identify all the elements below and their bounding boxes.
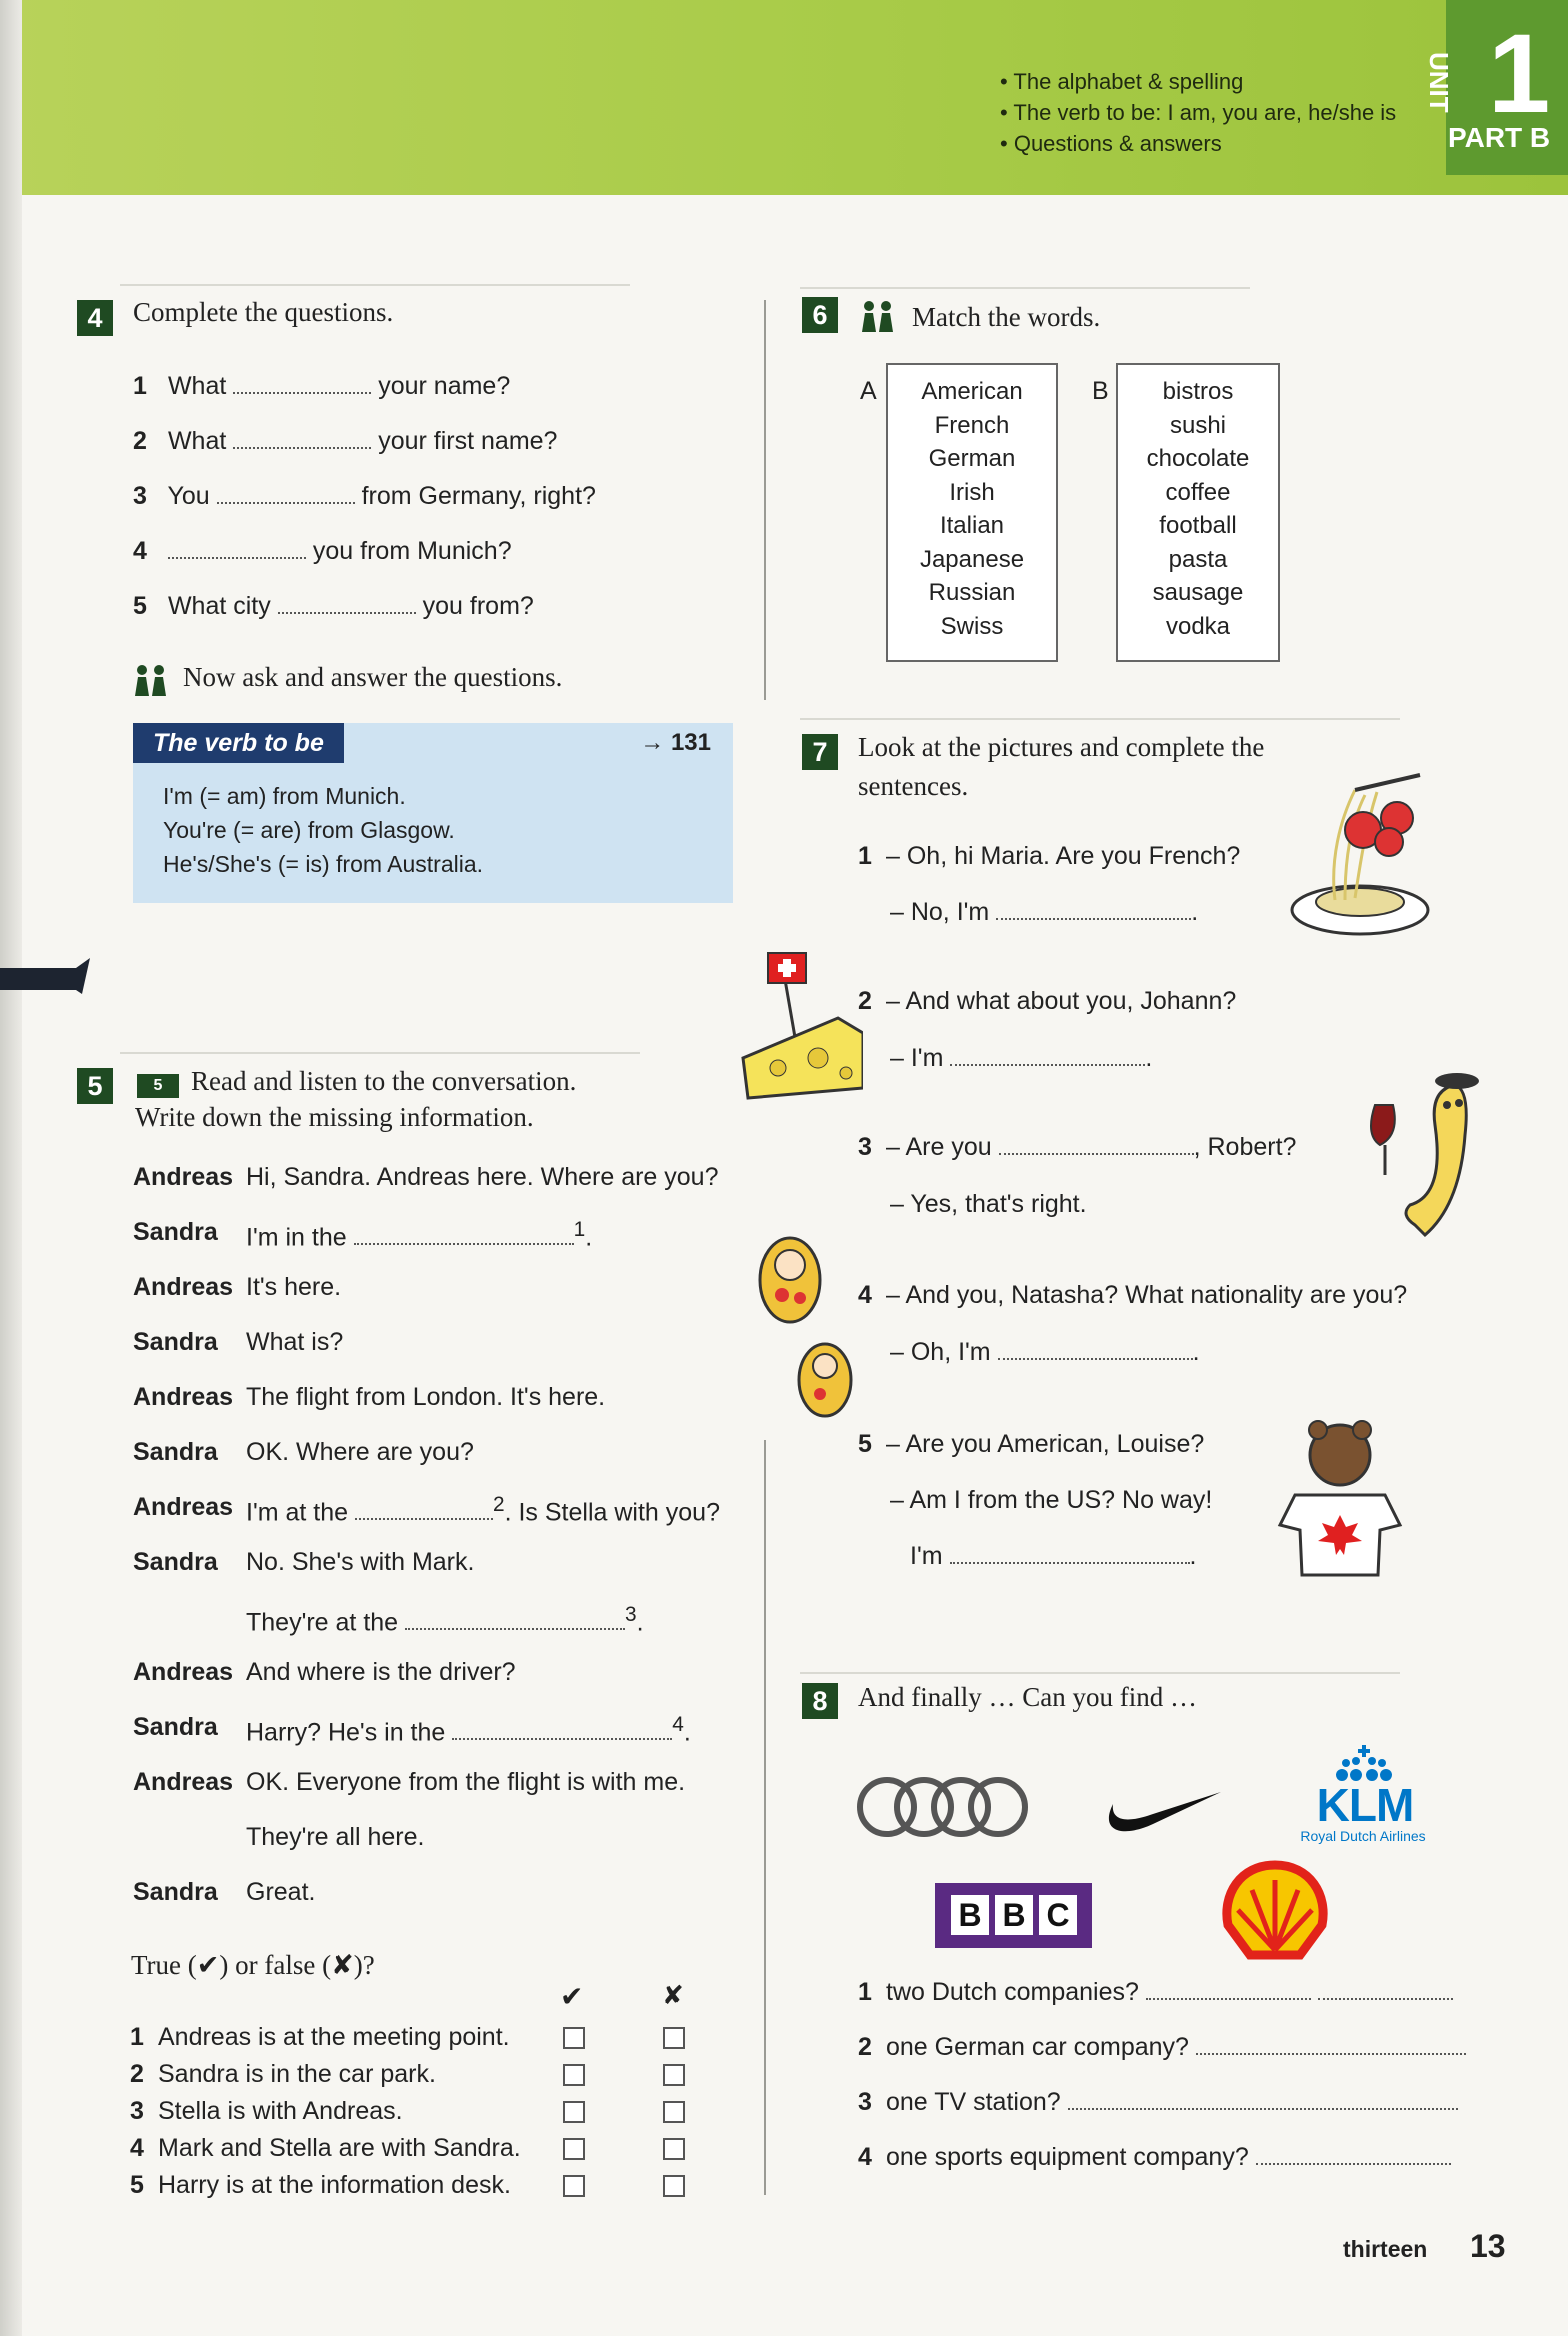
statement-text: Mark and Stella are with Sandra. (158, 2134, 521, 2162)
klm-wordmark: KLM (1316, 1779, 1414, 1831)
spaghetti-tomatoes-icon (1285, 770, 1435, 945)
line-text: I'm at the (246, 1498, 349, 1527)
item-number: 2 (130, 2060, 144, 2088)
section-rule (800, 1672, 1400, 1674)
speaker-name: Andreas (133, 1768, 234, 1796)
dialogue-line: And where is the driver? (246, 1658, 516, 1686)
column-divider (764, 1440, 766, 2195)
answer-end: . (1192, 1338, 1200, 1366)
answer-blank[interactable] (950, 1542, 1190, 1564)
dialogue-line: They're all here. (246, 1823, 425, 1851)
column-a-box (886, 363, 1058, 662)
gap-number: 3 (625, 1603, 637, 1626)
answer-blank-3[interactable] (405, 1608, 625, 1630)
statement-text: Sandra is in the car park. (158, 2060, 436, 2088)
ex7-item-3-answer: – Yes, that's right. (890, 1190, 1087, 1218)
question-number: 2 (858, 2033, 872, 2061)
ex4-question-3 (133, 482, 596, 511)
nationality-word[interactable]: German (928, 445, 1016, 472)
ex7-item-5-question (858, 1430, 1204, 1459)
dialogue-line-gap (246, 1218, 592, 1252)
ex7-item-2-question (858, 987, 1236, 1016)
speaker-name: Sandra (133, 1328, 218, 1356)
audio-track-icon[interactable] (137, 1074, 179, 1098)
book-spine-shadow (0, 0, 22, 2336)
question-number: 4 (858, 2143, 872, 2171)
answer-end: . (1189, 1542, 1197, 1570)
answer-blank[interactable] (1068, 2088, 1458, 2110)
dialogue-line-gap (246, 1493, 720, 1527)
ex7-item-3-question (858, 1133, 1296, 1162)
speaker-name: Andreas (133, 1658, 234, 1686)
ex8-question-4 (858, 2143, 1451, 2172)
true-false-item (130, 2134, 521, 2163)
audi-logo-icon (855, 1775, 1030, 1840)
question-text-before: What (167, 427, 227, 455)
question-number: 2 (133, 427, 147, 455)
line-text: . (585, 1223, 593, 1252)
question-text-after: you from Munich? (312, 537, 512, 565)
unit-number: 1 (1488, 11, 1551, 136)
true-checkbox[interactable] (563, 2101, 585, 2123)
question-text: – And you, Natasha? What nationality are you? (886, 1281, 1408, 1309)
line-text: They're at the (246, 1608, 399, 1637)
ex7-item-1-answer (890, 898, 1198, 927)
speaker-name: Sandra (133, 1548, 218, 1576)
true-checkbox[interactable] (563, 2175, 585, 2197)
item-number: 5 (858, 1430, 872, 1458)
question-text: – Oh, hi Maria. Are you French? (886, 842, 1241, 870)
grammar-page-reference: → 131 (640, 729, 711, 756)
item-number: 5 (130, 2171, 144, 2199)
bear-canada-shirt-icon (1270, 1415, 1415, 1585)
statement-text: Harry is at the information desk. (158, 2171, 511, 2199)
question-text: two Dutch companies? (886, 1978, 1139, 2006)
true-checkbox[interactable] (563, 2138, 585, 2160)
exercise-7-title-line1: Look at the pictures and complete the (858, 732, 1265, 762)
grammar-example: I'm (= am) from Munich. (163, 783, 406, 809)
false-checkbox[interactable] (663, 2101, 685, 2123)
unit-topics-list (1000, 66, 1396, 159)
exercise-6-title: Match the words. (912, 302, 1101, 332)
item-word[interactable]: sushi (1169, 411, 1227, 439)
speaker-name: Sandra (133, 1438, 218, 1466)
statement-text: Andreas is at the meeting point. (158, 2023, 510, 2051)
klm-tagline: Royal Dutch Airlines (1300, 1828, 1426, 1844)
section-rule (120, 284, 630, 286)
line-text: I'm in the (246, 1223, 347, 1252)
question-text-before: What city (167, 592, 271, 620)
answer-blank[interactable] (278, 592, 416, 614)
statement-text: Stella is with Andreas. (158, 2097, 403, 2125)
item-number: 2 (858, 987, 872, 1015)
false-column-header: ✘ (662, 1980, 684, 2010)
false-checkbox[interactable] (663, 2138, 685, 2160)
nationality-word[interactable]: Italian (939, 512, 1005, 539)
line-text: . (683, 1718, 691, 1747)
dialogue-line: OK. Where are you? (246, 1438, 474, 1466)
question-text: – Are you (886, 1133, 992, 1161)
answer-blank[interactable] (233, 372, 371, 394)
question-number: 1 (133, 372, 147, 400)
dialogue-line: No. She's with Mark. (246, 1548, 475, 1576)
true-false-item (130, 2097, 403, 2126)
item-number: 1 (130, 2023, 144, 2051)
item-word[interactable]: vodka (1165, 612, 1231, 640)
topic-item: • The verb to be: I am, you are, he/she is (1000, 97, 1396, 128)
exercise-7-title-line2: sentences. (858, 771, 969, 801)
pair-work-icon (860, 300, 896, 332)
page-number-word: thirteen (1343, 2236, 1428, 2262)
topic-item: • The alphabet & spelling (1000, 66, 1396, 97)
item-word[interactable]: chocolate (1146, 445, 1250, 472)
answer-blank[interactable] (217, 482, 355, 504)
dialogue-line: It's here. (246, 1273, 342, 1301)
bbc-letter: B (995, 1895, 1033, 1935)
answer-blank-2[interactable] (355, 1498, 493, 1520)
answer-blank[interactable] (950, 1044, 1145, 1066)
question-text-before: What (167, 372, 227, 400)
audio-track-number: 5 (153, 1077, 163, 1094)
gap-number: 4 (672, 1713, 684, 1736)
answer-end: . (1191, 898, 1199, 926)
ex8-question-1 (858, 1978, 1453, 2007)
gap-number: 2 (493, 1493, 505, 1516)
nationality-word[interactable]: Russian (928, 579, 1016, 606)
speaker-name: Sandra (133, 1713, 218, 1741)
speaker-name: Andreas (133, 1493, 234, 1521)
ex7-item-1-question (858, 842, 1240, 871)
answer-blank[interactable] (1318, 1978, 1453, 2000)
exercise-5-title-line2: Write down the missing information. (135, 1102, 534, 1132)
pair-work-icon (133, 664, 169, 696)
exercise-7-number: 7 (802, 734, 838, 770)
answer-text: – Oh, I'm (890, 1338, 991, 1366)
grammar-example: You're (= are) from Glasgow. (163, 817, 455, 843)
line-text: . Is Stella with you? (504, 1498, 720, 1527)
true-false-title: True (✔) or false (✘)? (131, 1950, 375, 1980)
answer-blank-1[interactable] (354, 1223, 574, 1245)
true-false-item (130, 2171, 511, 2200)
answer-blank[interactable] (999, 1133, 1194, 1155)
section-rule (120, 1052, 640, 1054)
question-text-after: from Germany, right? (361, 482, 596, 510)
true-checkbox[interactable] (563, 2027, 585, 2049)
line-text: Harry? He's in the (246, 1718, 446, 1747)
ex8-question-3 (858, 2088, 1458, 2117)
grammar-box (133, 723, 733, 903)
speaker-name: Andreas (133, 1163, 234, 1191)
item-word[interactable]: sausage (1152, 579, 1244, 606)
item-word[interactable]: coffee (1165, 478, 1231, 506)
exercise-5-number: 5 (77, 1068, 113, 1104)
exercise-8-title: And finally … Can you find … (858, 1682, 1197, 1712)
bbc-letter: B (951, 1895, 989, 1935)
answer-blank-4[interactable] (452, 1718, 672, 1740)
item-word[interactable]: bistros (1162, 378, 1234, 405)
margin-tab-marker (0, 958, 92, 1004)
dialogue-line-gap (246, 1713, 691, 1747)
question-text-after: your first name? (378, 427, 558, 455)
ex7-item-4-question (858, 1281, 1407, 1310)
speaker-name: Andreas (133, 1273, 234, 1301)
ex4-question-1 (133, 372, 510, 401)
matryoshka-dolls-icon (750, 1230, 860, 1430)
question-text: one sports equipment company? (886, 2143, 1249, 2171)
bbc-letter: C (1039, 1895, 1077, 1935)
grammar-example: He's/She's (= is) from Australia. (163, 851, 484, 877)
answer-end: . (1145, 1044, 1153, 1072)
answer-text: – I'm (890, 1044, 944, 1072)
question-number: 1 (858, 1978, 872, 2006)
question-text-after: you from? (422, 592, 534, 620)
topic-item: • Questions & answers (1000, 128, 1396, 159)
question-text-after: your name? (378, 372, 511, 400)
dialogue-line-gap (246, 1603, 644, 1637)
item-number: 3 (130, 2097, 144, 2125)
column-b-box (1116, 363, 1280, 662)
unit-label: UNIT (1424, 52, 1454, 113)
true-false-item (130, 2023, 510, 2052)
answer-blank[interactable] (998, 1338, 1193, 1360)
pair-task-instruction: Now ask and answer the questions. (183, 662, 563, 692)
exercise-8-number: 8 (802, 1683, 838, 1719)
item-number: 1 (858, 842, 872, 870)
item-number: 3 (858, 1133, 872, 1161)
exercise-4-number: 4 (77, 300, 113, 336)
answer-blank[interactable] (1146, 1978, 1311, 2000)
answer-blank[interactable] (996, 898, 1191, 920)
shell-logo-icon (1220, 1860, 1330, 1970)
column-b-label: B (1092, 377, 1109, 405)
nationality-word[interactable]: Japanese (919, 545, 1025, 573)
ex4-question-5 (133, 592, 534, 621)
nationality-word[interactable]: American (921, 378, 1023, 405)
question-number: 5 (133, 592, 147, 620)
ex4-question-2 (133, 427, 557, 456)
question-text-before: You (167, 482, 210, 510)
nike-swoosh-icon (1103, 1782, 1223, 1837)
dialogue-line: Great. (246, 1878, 316, 1906)
bbc-logo-icon (935, 1883, 1092, 1948)
true-column-header: ✔ (560, 1981, 584, 2012)
column-divider (764, 300, 766, 700)
ex4-question-4 (133, 537, 512, 566)
false-checkbox[interactable] (663, 2027, 685, 2049)
answer-blank[interactable] (168, 537, 306, 559)
false-checkbox[interactable] (663, 2064, 685, 2086)
answer-text: – No, I'm (890, 898, 990, 926)
page-number: 13 (1470, 2228, 1506, 2264)
speaker-name: Andreas (133, 1383, 234, 1411)
question-number: 4 (133, 537, 147, 565)
ex7-item-5-answer: – Am I from the US? No way! (890, 1486, 1213, 1514)
speaker-name: Sandra (133, 1218, 218, 1246)
unit-tab (1424, 0, 1568, 175)
true-checkbox[interactable] (563, 2064, 585, 2086)
part-label: PART B (1448, 122, 1551, 153)
column-a-label: A (860, 377, 877, 405)
question-text: – Are you American, Louise? (886, 1430, 1205, 1458)
item-number: 4 (130, 2134, 144, 2162)
swiss-cheese-icon (738, 948, 863, 1108)
grammar-title: The verb to be (133, 723, 344, 763)
item-number: 4 (858, 1281, 872, 1309)
question-text: one TV station? (886, 2088, 1061, 2116)
false-checkbox[interactable] (663, 2175, 685, 2197)
gap-number: 1 (573, 1218, 586, 1241)
ex8-question-2 (858, 2033, 1466, 2062)
exercise-6-number: 6 (802, 297, 838, 333)
question-end: , Robert? (1193, 1133, 1297, 1161)
exercise-5-title-line1: Read and listen to the conversation. (191, 1066, 577, 1096)
section-rule (800, 287, 1250, 289)
speaker-name: Sandra (133, 1878, 218, 1906)
dialogue-line: Hi, Sandra. Andreas here. Where are you? (246, 1163, 719, 1191)
question-number: 3 (858, 2088, 872, 2116)
item-word[interactable]: pasta (1168, 545, 1228, 573)
sausage-wine-icon (1355, 1065, 1490, 1240)
item-word[interactable]: football (1159, 512, 1237, 539)
question-number: 3 (133, 482, 147, 510)
nationality-word[interactable]: Irish (949, 478, 995, 506)
answer-blank[interactable] (1256, 2143, 1451, 2165)
ex7-item-4-answer (890, 1338, 1200, 1367)
section-rule (800, 718, 1400, 720)
nationality-word[interactable]: Swiss (940, 612, 1004, 640)
true-false-item (130, 2060, 436, 2089)
exercise-4-title: Complete the questions. (133, 297, 394, 327)
dialogue-line: OK. Everyone from the flight is with me. (246, 1768, 686, 1796)
line-text: . (636, 1608, 644, 1637)
answer-blank[interactable] (233, 427, 371, 449)
answer-blank[interactable] (1196, 2033, 1466, 2055)
ex7-item-2-answer (890, 1044, 1152, 1073)
answer-text: I'm (910, 1542, 943, 1570)
question-text: one German car company? (886, 2033, 1189, 2061)
ex7-item-5-answer-2 (910, 1542, 1196, 1571)
dialogue-line: The flight from London. It's here. (246, 1383, 606, 1411)
dialogue-line: What is? (246, 1328, 344, 1356)
question-text: – And what about you, Johann? (886, 987, 1237, 1015)
nationality-word[interactable]: French (934, 411, 1010, 439)
